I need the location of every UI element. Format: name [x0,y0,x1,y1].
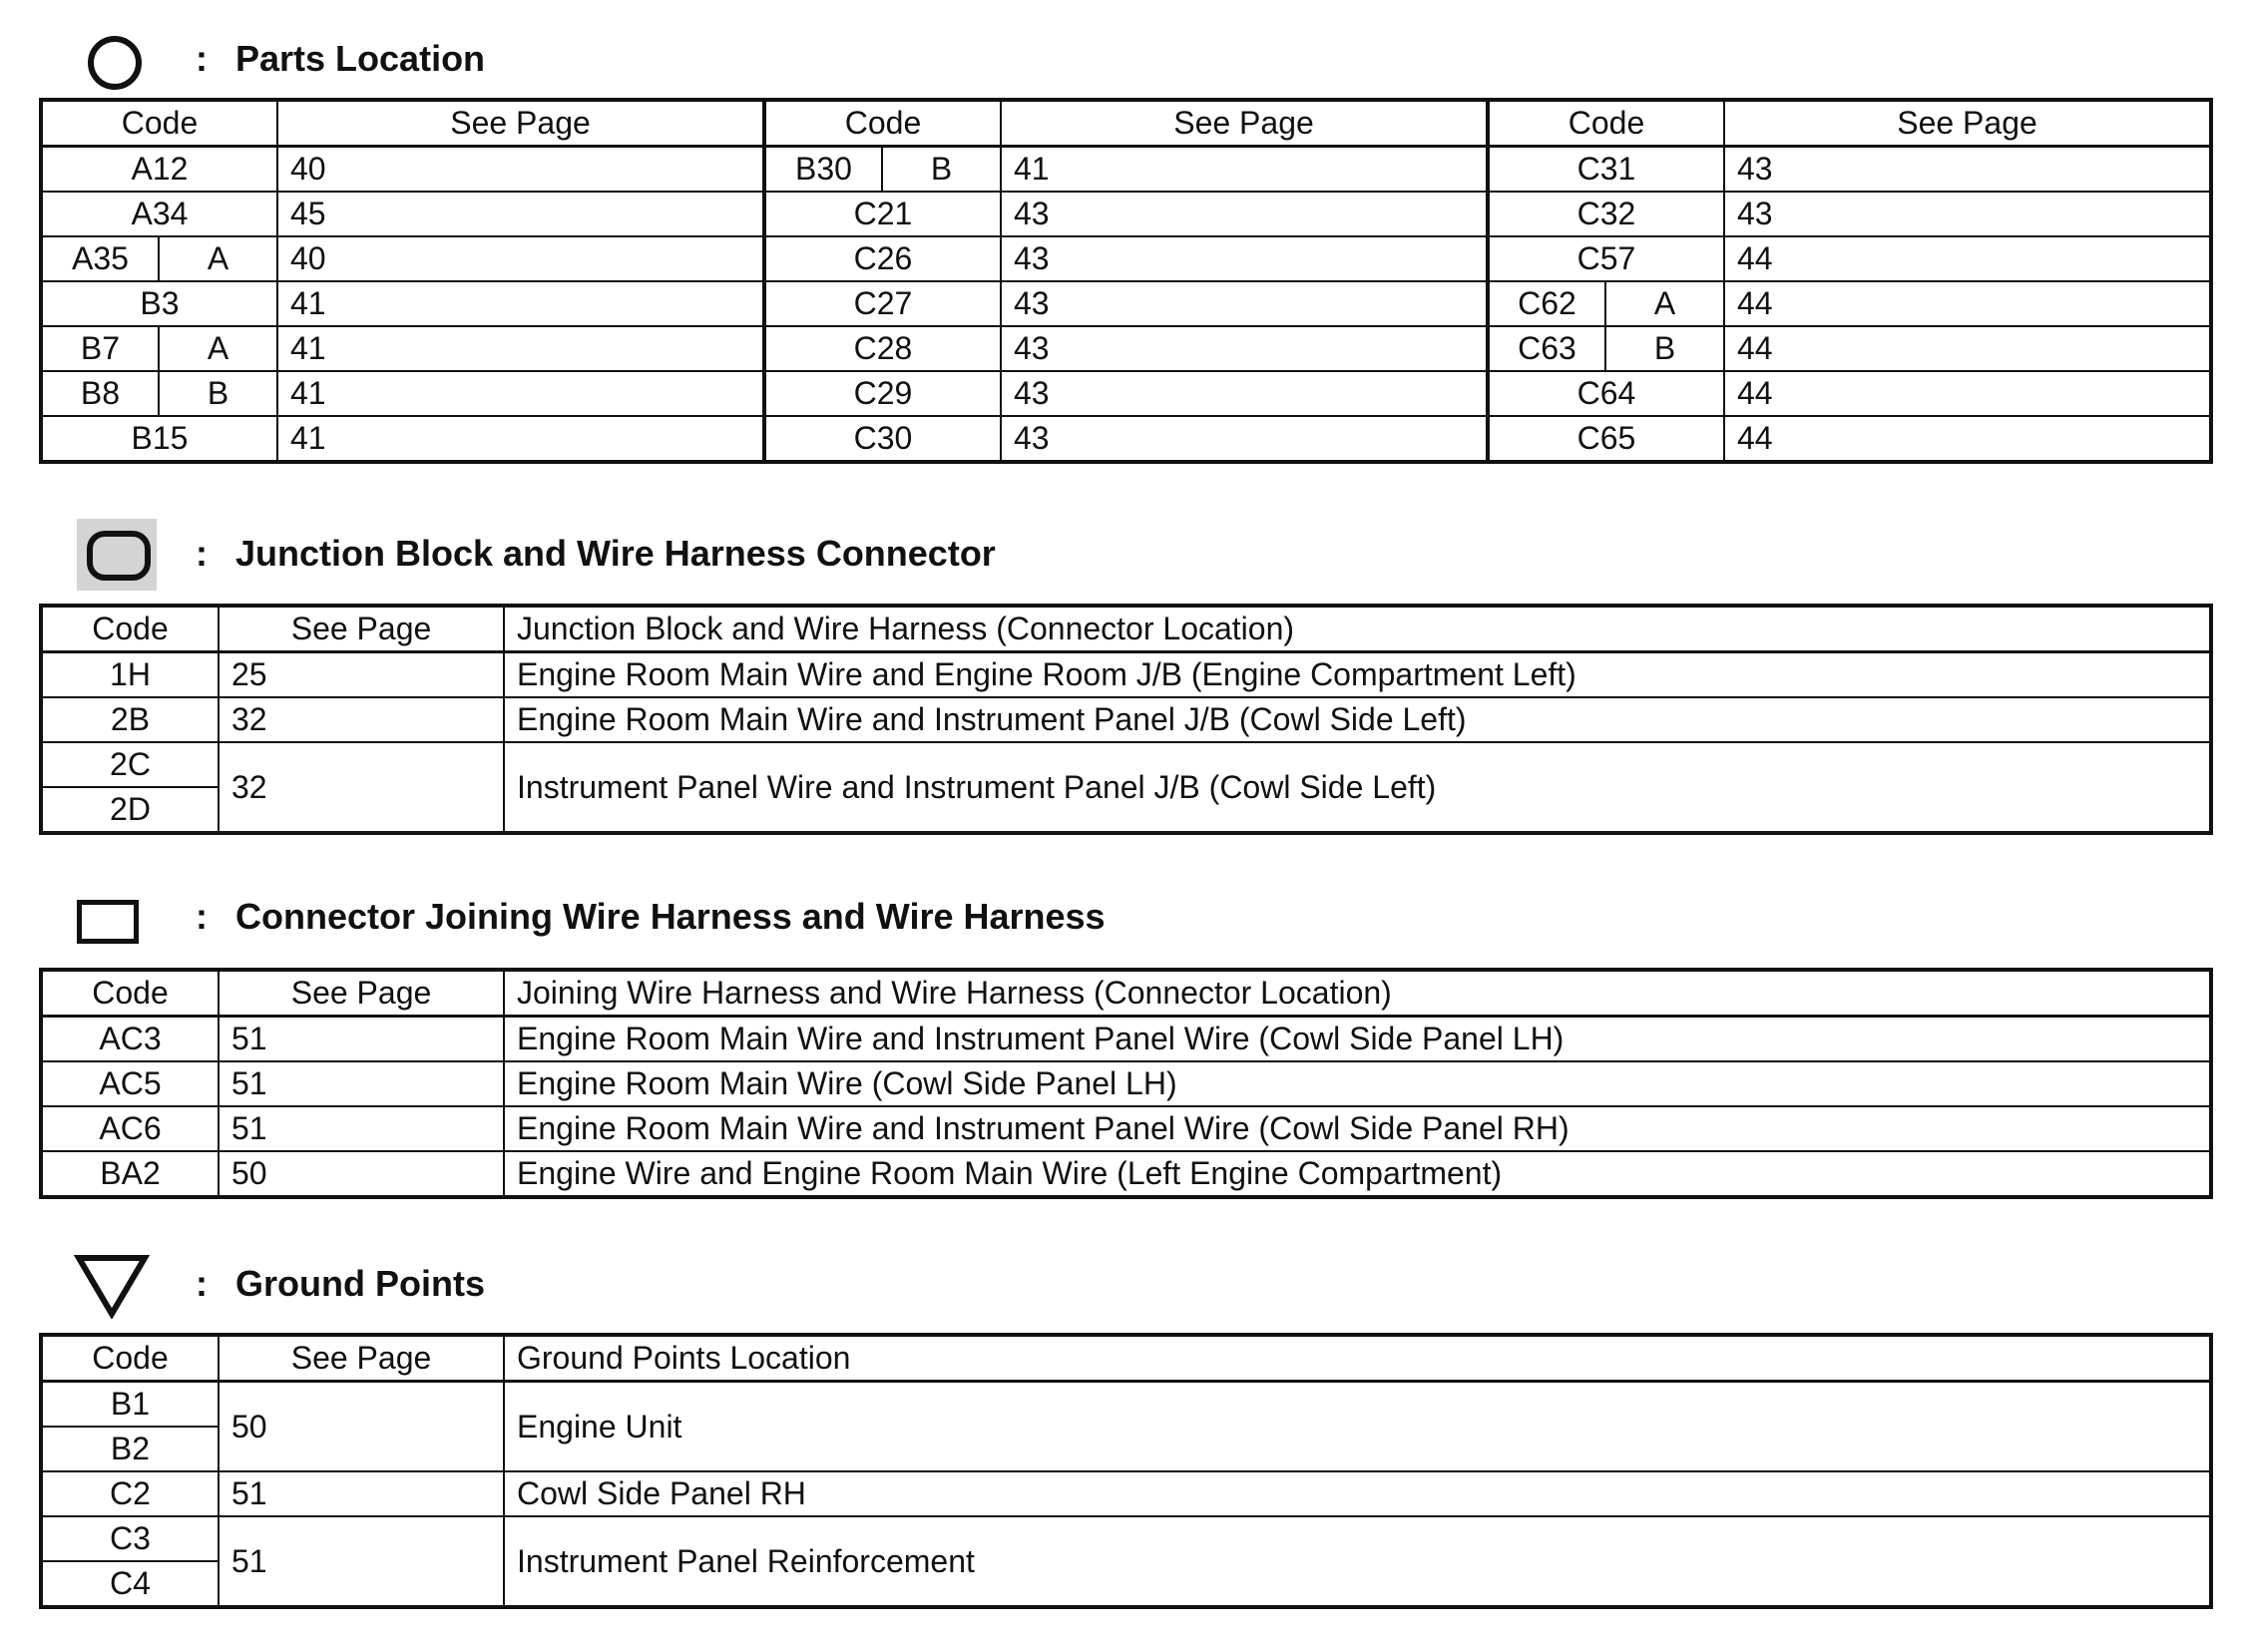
page-cell: 50 [219,1382,504,1472]
code-cell: B3 [41,281,277,326]
page-cell: 44 [1724,416,2211,462]
code-cell: C65 [1488,416,1724,462]
table-row [41,192,2211,236]
description-cell: Engine Room Main Wire and Instrument Panel Wire (Cowl Side Panel RH) [504,1106,2211,1151]
heading-colon: : [196,38,208,79]
table-row [41,326,2211,371]
code-cell: B15 [41,416,277,462]
header-description: Joining Wire Harness and Wire Harness (Connector Location) [504,970,2211,1017]
heading-colon: : [196,1263,208,1304]
table-row [41,742,2211,787]
page-cell: 43 [1724,147,2211,193]
code-cell: C32 [1488,192,1724,236]
rounded-rect-icon [77,519,157,591]
table-row [41,281,2211,326]
page-cell: 50 [219,1151,504,1197]
junction-block-heading [0,513,2243,593]
code-cell: AC5 [41,1061,219,1106]
page-cell: 41 [277,281,764,326]
page-cell: 43 [1001,236,1488,281]
code-cell: C3 [41,1516,219,1561]
code-cell: 2C [41,742,219,787]
sub-code-cell: B [159,371,277,416]
code-cell: C63 [1488,326,1605,371]
description-cell: Engine Unit [504,1382,2211,1472]
description-cell: Engine Room Main Wire and Instrument Panel Wire (Cowl Side Panel LH) [504,1017,2211,1062]
table-header-row [41,970,2211,1017]
code-cell: A34 [41,192,277,236]
page-cell: 41 [277,326,764,371]
description-cell: Engine Room Main Wire and Engine Room J/B (Engine Compartment Left) [504,652,2211,698]
page-cell: 41 [277,416,764,462]
code-cell: B7 [41,326,159,371]
description-cell: Cowl Side Panel RH [504,1471,2211,1516]
page-cell: 32 [219,697,504,742]
table-row [41,1017,2211,1062]
page-cell: 51 [219,1106,504,1151]
page-cell: 51 [219,1061,504,1106]
section-title: Junction Block and Wire Harness Connector [235,533,996,574]
circle-icon [88,36,142,90]
page-cell: 43 [1724,192,2211,236]
parts-location-heading [0,20,2243,100]
page-cell: 43 [1001,281,1488,326]
header-code: Code [764,100,1001,147]
section-title: Connector Joining Wire Harness and Wire Harness [235,896,1106,937]
page-cell: 51 [219,1017,504,1062]
code-cell: BA2 [41,1151,219,1197]
code-cell: C28 [764,326,1001,371]
table-row [41,1471,2211,1516]
page-cell: 51 [219,1516,504,1607]
page-cell: 44 [1724,326,2211,371]
code-cell: C30 [764,416,1001,462]
header-code: Code [41,1335,219,1382]
rounded-rect-shape [87,531,151,581]
page-cell: 51 [219,1471,504,1516]
header-see-page: See Page [1724,100,2211,147]
table-row [41,147,2211,193]
code-cell: 2D [41,787,219,833]
header-see-page: See Page [277,100,764,147]
table-row [41,371,2211,416]
junction-block-table [39,604,2213,835]
header-code: Code [41,970,219,1017]
code-cell: B2 [41,1427,219,1471]
table-row [41,1516,2211,1561]
description-cell: Engine Wire and Engine Room Main Wire (Left Engine Compartment) [504,1151,2211,1197]
table-row [41,697,2211,742]
code-cell: C29 [764,371,1001,416]
page-cell: 44 [1724,236,2211,281]
code-cell: B30 [764,147,882,193]
page-cell: 43 [1001,192,1488,236]
page-cell: 40 [277,236,764,281]
code-cell: C31 [1488,147,1724,193]
table-row [41,416,2211,462]
table-row [41,1382,2211,1428]
code-cell: C57 [1488,236,1724,281]
code-cell: C64 [1488,371,1724,416]
header-code: Code [41,606,219,652]
description-cell: Engine Room Main Wire and Instrument Panel J/B (Cowl Side Left) [504,697,2211,742]
table-row [41,236,2211,281]
page-cell: 44 [1724,371,2211,416]
sub-code-cell: A [159,236,277,281]
page-cell: 43 [1001,371,1488,416]
joining-connector-heading [0,878,2243,958]
page-cell: 45 [277,192,764,236]
table-row [41,652,2211,698]
code-cell: C27 [764,281,1001,326]
ground-points-heading [0,1243,2243,1323]
header-see-page: See Page [219,1335,504,1382]
description-cell: Instrument Panel Reinforcement [504,1516,2211,1607]
code-cell: AC6 [41,1106,219,1151]
sub-code-cell: B [1605,326,1724,371]
sub-code-cell: A [159,326,277,371]
table-header-row [41,100,2211,147]
code-cell: A12 [41,147,277,193]
page-cell: 44 [1724,281,2211,326]
code-cell: C62 [1488,281,1605,326]
code-cell: AC3 [41,1017,219,1062]
table-row [41,1106,2211,1151]
code-cell: C21 [764,192,1001,236]
table-row [41,1061,2211,1106]
parts-location-table [39,98,2213,464]
page-cell: 43 [1001,416,1488,462]
header-description: Junction Block and Wire Harness (Connector Location) [504,606,2211,652]
sub-code-cell: A [1605,281,1724,326]
code-cell: B1 [41,1382,219,1428]
description-cell: Engine Room Main Wire (Cowl Side Panel LH) [504,1061,2211,1106]
table-header-row [41,1335,2211,1382]
code-cell: C2 [41,1471,219,1516]
page-cell: 43 [1001,326,1488,371]
code-cell: A35 [41,236,159,281]
page-cell: 41 [1001,147,1488,193]
header-see-page: See Page [1001,100,1488,147]
code-cell: C4 [41,1561,219,1607]
table-row [41,1151,2211,1197]
header-description: Ground Points Location [504,1335,2211,1382]
header-code: Code [1488,100,1724,147]
page-cell: 32 [219,742,504,833]
code-cell: B8 [41,371,159,416]
header-see-page: See Page [219,970,504,1017]
code-cell: 1H [41,652,219,698]
heading-colon: : [196,533,208,574]
heading-colon: : [196,896,208,937]
header-see-page: See Page [219,606,504,652]
ground-points-table [39,1333,2213,1609]
section-title: Parts Location [235,38,486,79]
code-cell: C26 [764,236,1001,281]
description-cell: Instrument Panel Wire and Instrument Panel J/B (Cowl Side Left) [504,742,2211,833]
page-cell: 25 [219,652,504,698]
joining-connector-table [39,968,2213,1199]
page-cell: 40 [277,147,764,193]
header-code: Code [41,100,277,147]
page-cell: 41 [277,371,764,416]
rectangle-icon [77,900,139,944]
sub-code-cell: B [882,147,1001,193]
table-header-row [41,606,2211,652]
section-title: Ground Points [235,1263,485,1304]
triangle-down-icon [74,1253,150,1319]
code-cell: 2B [41,697,219,742]
